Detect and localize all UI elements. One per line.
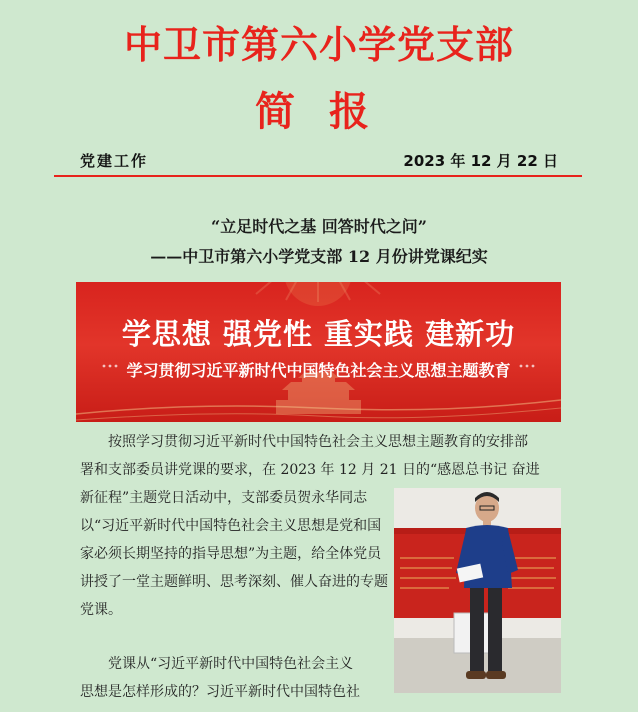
masthead-subtitle: 简报 xyxy=(255,88,403,135)
paragraph-1-line-1: 按照学习贯彻习近平新时代中国特色社会主义思想主题教育的安排部 xyxy=(108,434,528,450)
paragraph-1-wrapped: 新征程”主题党日活动中，支部委员贺永华同志以“习近平新时代中国特色社会主义思想是党和国家必须长期坚持的指导思想”为主题，给全体党员讲授了一堂主题鲜明、思考深刻、催人奋进的专题党课。 xyxy=(80,490,388,618)
issue-date: 2023 年 12 月 22 日 xyxy=(403,152,558,170)
banner-caption: 学习贯彻习近平新时代中国特色社会主义思想主题教育 xyxy=(126,361,511,380)
banner-image xyxy=(76,282,561,422)
paragraph-1-line-2: 署和支部委员讲党课的要求，在 2023 年 12 月 21 日的“感恩总书记 奋进 xyxy=(80,462,540,478)
paragraph-2-line-2: 思想是怎样形成的？习近平新时代中国特色社 xyxy=(80,684,360,700)
article-subheadline: ——中卫市第六小学党支部 12 月份讲党课纪实 xyxy=(150,247,488,266)
speaker-photo xyxy=(394,488,561,693)
paragraph-2-line-1: 党课从“习近平新时代中国特色社会主义 xyxy=(108,656,354,672)
banner-slogan: 学思想 强党性 重实践 建新功 xyxy=(121,317,516,351)
speaker-illustration xyxy=(394,488,561,693)
header-rule xyxy=(54,175,582,177)
masthead-title: 中卫市第六小学党支部 xyxy=(123,22,514,67)
article-headline: “立足时代之基 回答时代之问” xyxy=(211,217,427,236)
category-label: 党建工作 xyxy=(80,152,149,170)
